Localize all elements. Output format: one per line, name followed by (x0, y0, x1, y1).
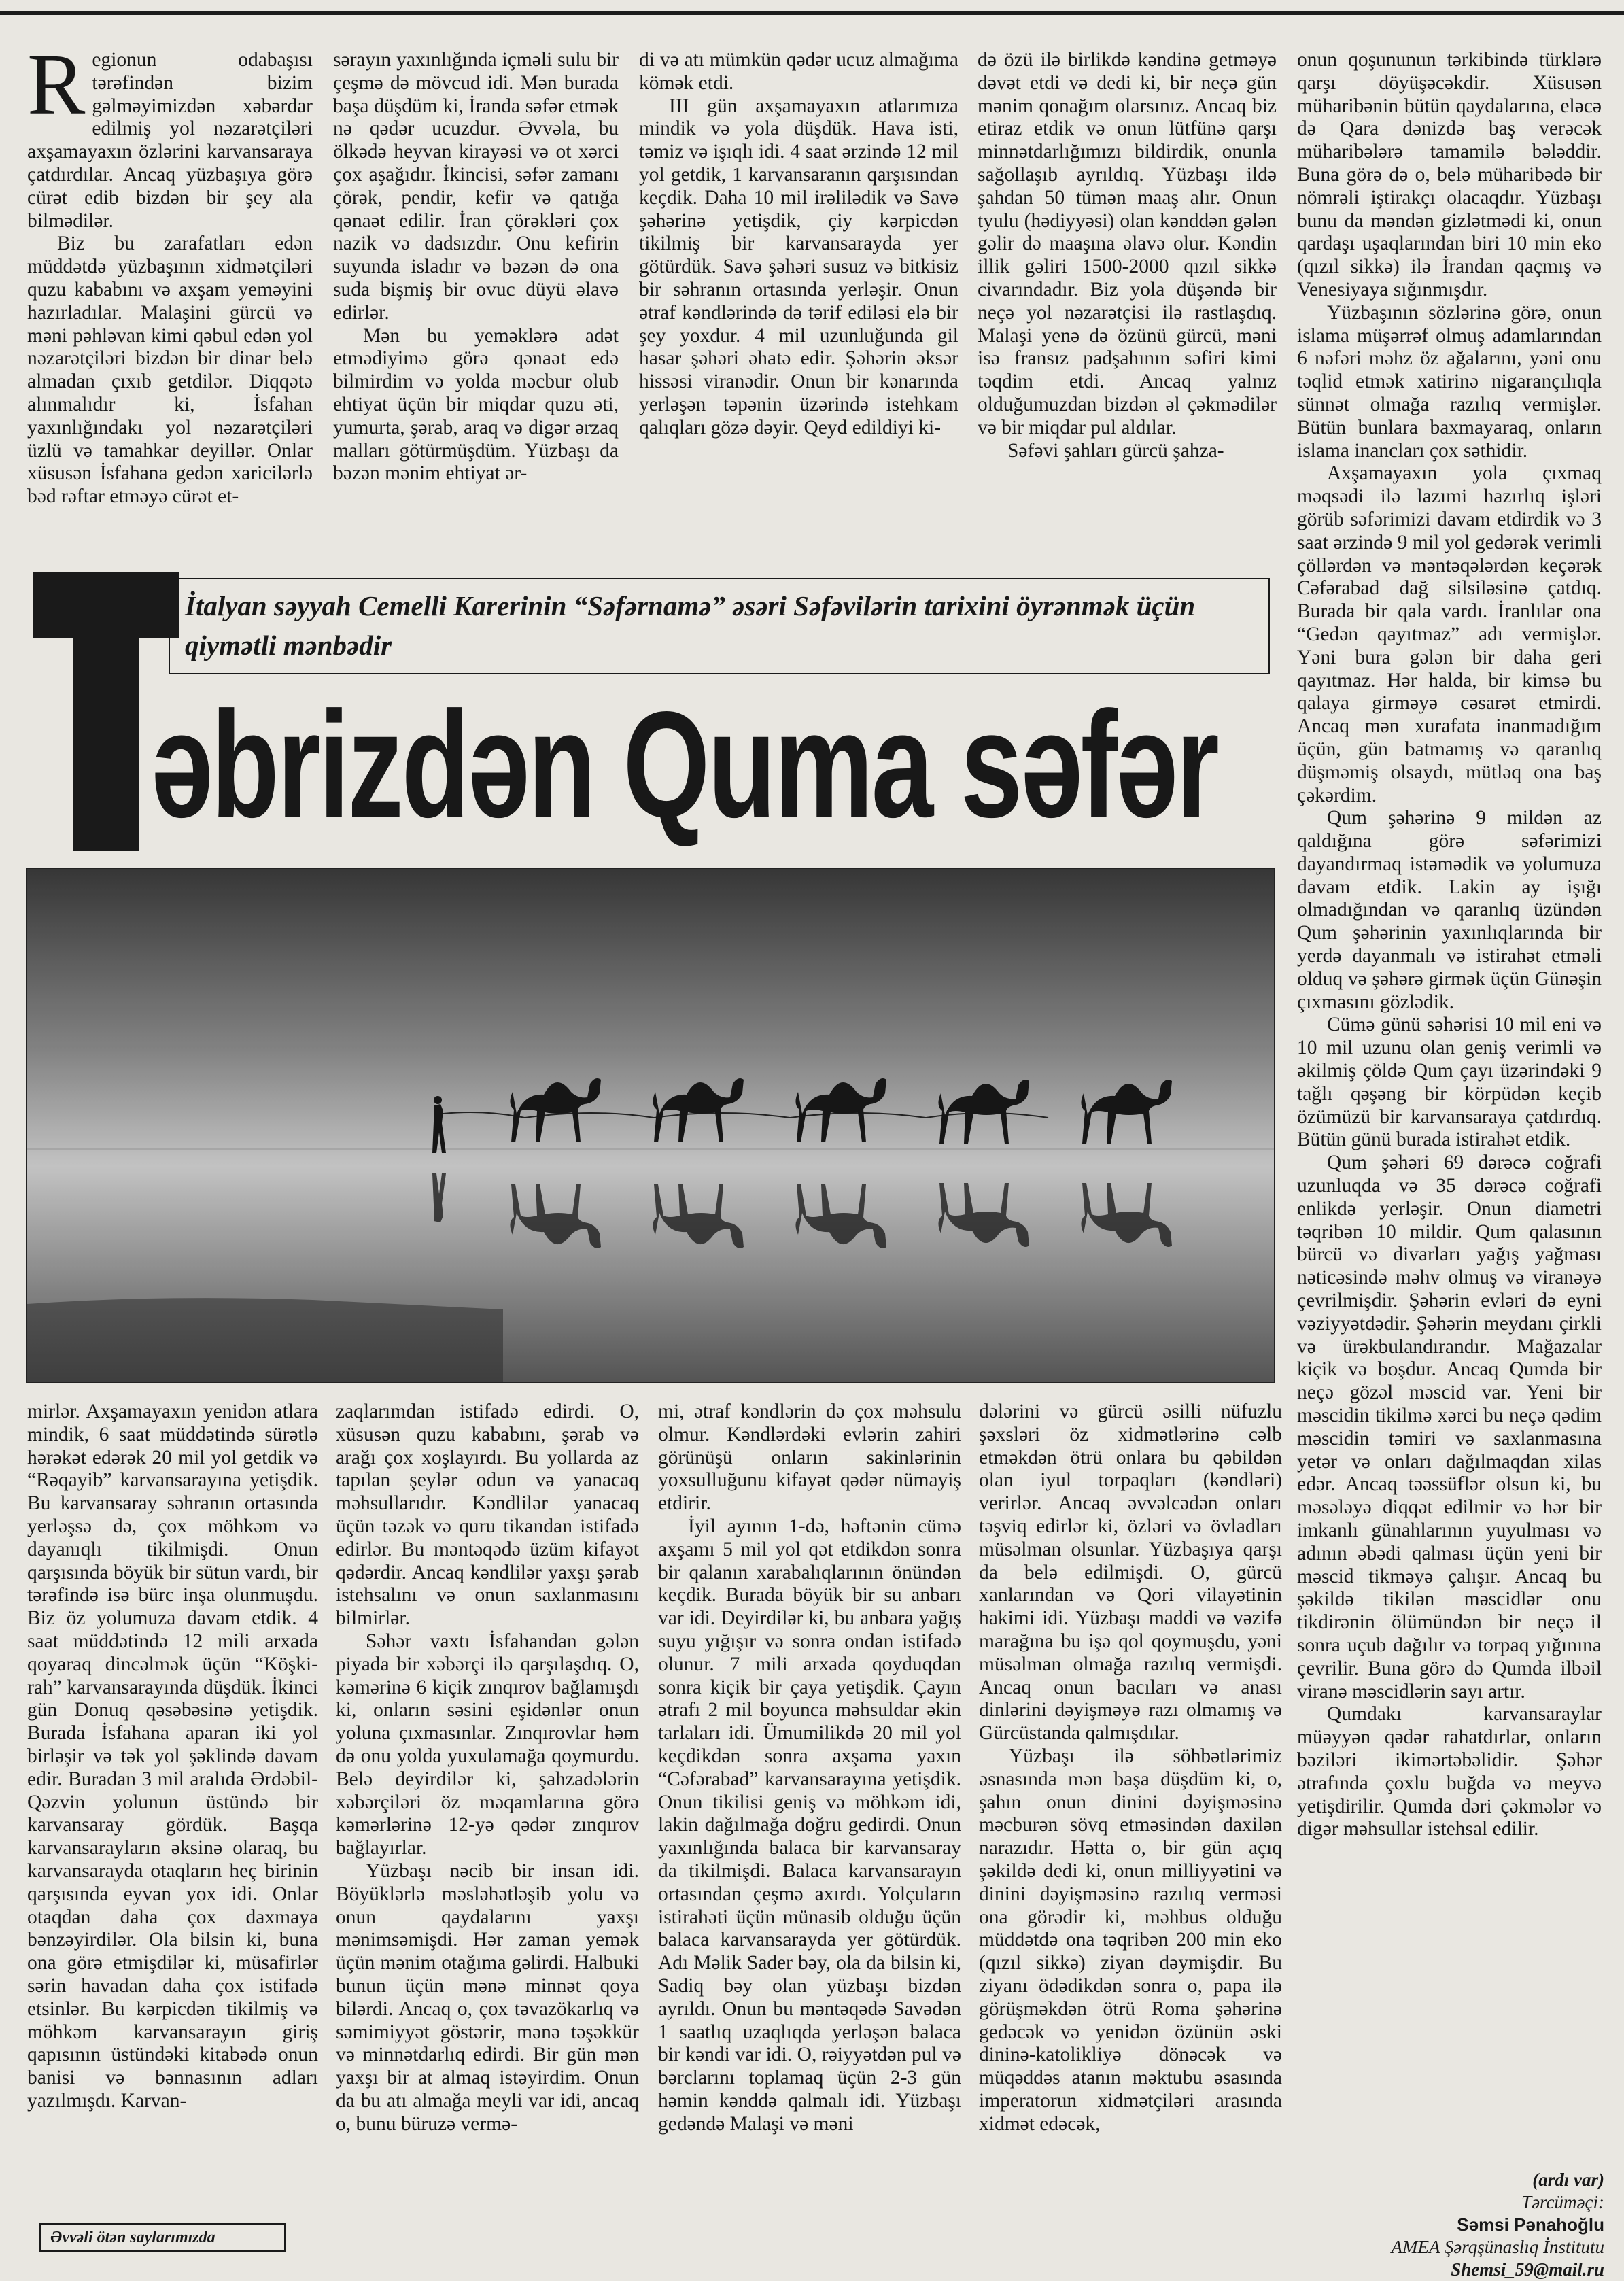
column-bottom-2-para-1: zaqlarımdan istifadə edirdi. O, xüsusən quzu kababını, şərab və arağı çox xoşlayırdı. Bu yollarda az tapılan şeylər odun və yanacaq məhsullarıdır. Kəndlilər yanacaq üçün təzək və quru tikandan istifadə edirlər. Bu məntəqədə üzüm kifayət qədərdir. Ancaq kəndlilər yaxşı şərab istehsalını və onun saxlanmasını bilmirlər. (336, 1401, 639, 1630)
column-right-para-1: onun qoşununun tərkibində türklərə qarşı döyüşəcəkdir. Xüsusən müharibənin bütün qaydalarına, eləcə də Qara dənizdə baş verəcək müharibələrə tamamilə bələddir. Buna görə də o, belə müharibədə bir nömrəli iştirakçı olacaqdır. Yüzbaşı bunu da məndən gizlətmədi ki, onun qardaşı uşaqlarından biri 10 min eko (qızıl sikkə) ilə İrandan qaçmış və Venesiyaya sığınmışdır. (1297, 49, 1602, 301)
column-bottom-3-para-1: mi, ətraf kəndlərin də çox məhsulu olmur. Kəndlərdəki evlərin zahiri görünüşü onların sakinlərinin yoxsulluğunu kifayət qədər nümayiş etdirir. (658, 1401, 961, 1515)
column-right-para-2: Yüzbaşının sözlərinə görə, onun islama müşərrəf olmuş adamlarından 6 nəfəri məhz öz ağalarını, yəni onu təqlid etmək xatirinə nigarançılıqla sünnət olmağa razılıq vermişlər. Bütün bunlara baxmayaraq, onların islama inancları çox səthidir. (1297, 301, 1602, 462)
column-top-4-para-2: Səfəvi şahları gürcü şahza- (1007, 439, 1224, 462)
camel-caravan-photo (26, 868, 1275, 1383)
translator-name: Səmsi Pənahoğlu (1457, 2214, 1604, 2235)
translator-institute: AMEA Şərqşünaslıq İnstitutu (1391, 2237, 1604, 2257)
column-top-3-para-2: III gün axşamayaxın atlarımıza mindik və yola düşdük. Hava isti, təmiz və işıqlı idi. 4 saat ərzində 12 mil yol getdik, 1 karvansaranın qarşısından keçdik. Daha 10 mil irəlilədik və Savə şəhərinə yetişdik, çiy kərpicdən tikilmiş bir karvansarayda yer götürdük. Savə şəhəri susuz və bitkisiz bir səhranın ortasında yerləşir. Onun ətraf kəndlərində də tərif ediləsi elə bir şey yoxdur. 4 mil uzunluğunda gil hasar şəhəri əhatə edir. Şəhərin əksər hissəsi viranədir. Onun bir kənarında yerləşən təpənin üzərində istehkam qalıqları gözə dəyir. Qeyd edildiyi ki- (639, 95, 958, 439)
top-rule (0, 11, 1624, 15)
column-bottom-4 (979, 1401, 1282, 2271)
column-top-1-para-1: Regionun odabaşısı tərəfindən bizim gəlməyimizdən xəbərdar edilmiş yol nəzarətçiləri axşamayaxın özlərini karvansaraya çatdırdılar. Ancaq yüzbaşıya görə cürət edib bizdən bir şey ala bilmədilər. (27, 49, 313, 232)
column-bottom-3-para-2: İyil ayının 1-də, həftənin cümə axşamı 5 mil yol qət etdikdən sonra bir qalanın xarabalıqlarının önündən keçdik. Burada böyük bir su anbarı var idi. Deyirdilər ki, bu anbara yağış suyu yığışır və sonra ondan istifadə olunur. 7 mili arxada qoyduqdan sonra kiçik bir çaya yetişdik. Çayın ətrafı 2 mil boyunca məhsuldar əkin tarlaları idi. Ümumilikdə 20 mil yol keçdikdən sonra axşama yaxın “Cəfərabad” karvansarayına yetişdik. Onun tikilisi geniş və möhkəm idi, lakin dağılmağa doğru gedirdi. Onun yaxınlığında balaca bir karvansaray da tikilmişdi. Balaca karvansarayın ortasından çeşmə axırdı. Yolçuların istirahəti üçün münasib olduğu üçün balaca karvansarayda yer götürdük. Adı Məlik Sader bəy, ola da bilsin ki, Sadiq bəy olan yüzbaşı bizdən ayrıldı. Onun bu məntəqədə Savədən 1 saatlıq uzaqlıqda yerləşən balaca bir kəndi var idi. O, rəiyyətdən pul və bərclarını toplamaq üçün 2-3 gün həmin kənddə qalmalı idi. Yüzbaşı gedəndə Malaşi və məni (658, 1515, 961, 2135)
translator-label: Tərcüməçi: (1521, 2192, 1604, 2212)
kicker-box: İtalyan səyyah Cemelli Karerinin “Səfərnamə” əsəri Səfəvilərin tarixini öyrənmək üçün qiymətli mənbədir (169, 578, 1270, 674)
column-bottom-2 (336, 1401, 639, 2271)
column-bottom-3 (658, 1401, 961, 2271)
drop-cap: R (27, 49, 86, 133)
column-top-2-para-1: sərayın yaxınlığında içməli sulu bir çeşmə də mövcud idi. Mən burada başa düşdüm ki, İranda səfər etmək nə qədər ucuzdur. Əvvəla, bu ölkədə heyvan kirayəsi və ot xərci çox aşağıdır. İkincisi, səfər zamanı çörək, pendir, kefir və qatığa qənaət edilir. İran çörəkləri çox nazik və dadsızdır. Onu kefirin suyunda isladır və bəzən də ona suda bişmiş bir ovuc düyü əlavə edirlər. (333, 49, 619, 324)
continued-note: (ardı var) (1532, 2169, 1604, 2190)
column-top-2 (333, 49, 619, 555)
column-top-3 (639, 49, 958, 555)
column-top-3-para-1: di və atı mümkün qədər ucuz almağıma kömək etdi. (639, 49, 958, 94)
column-top-4 (978, 49, 1277, 555)
previous-issues-box: Əvvəli ötən saylarımızda (39, 2223, 286, 2252)
column-bottom-2-para-3: Yüzbaşı nəcib bir insan idi. Böyüklərlə məsləhətləşib yolu və onun qaydalarını yaxşı mənimsəmişdi. Hər zaman yemək üçün mənim otağıma gəlirdi. Halbuki bunun üçün mənə minnət qoya bilərdi. Ancaq o, çox təvazökarlıq və səmimiyyət göstərir, mənə təşəkkür və minnətdarlıq edirdi. Bir gün mən yaxşı bir at almaq istəyirdim. Onun da bu atı almağa meyli var idi, ancaq o, bunu büruzə vermə- (336, 1859, 639, 2135)
headline-title: əbrizdən Quma səfər (151, 681, 1217, 849)
column-right-para-4: Qum şəhərinə 9 mildən az qaldığına görə səfərimizi dayandırmaq istəmədik və yolumuza davam etdik. Lakin ay işığı olmadığından və qaranlıq üzündən Qum şəhərinin yaxınlıqlarında bir yerdə dayanmalı və istirahət etməli olduq və şəhərə girmək üçün Günəşin çıxmasını gözlədik. (1297, 807, 1602, 1013)
column-bottom-4-para-2: Yüzbaşı ilə söhbətlərimiz əsnasında mən başa düşdüm ki, o, şahın onun dinini dəyişməsinə məcburən sövq etməsindən daxilən narazıdır. Hətta o, bir gün açıq şəkildə dedi ki, onun milliyyətini və dinini dəyişməsinə razılıq verməsi ona görədir ki, məhbus olduğu müddətdə ona təqribən 200 min eko (qızıl sikkə) ziyan dəymişdir. Bu ziyanı ödədikdən sonra o, papa ilə görüşməkdən ötrü Roma şəhərinə gedəcək və yenidən özünün əski dininə-katolikliyə dönəcək və müqəddəs atanın məktubu əsasında imperatorun xidmətçiləri arasında xidmət edəcək, (979, 1745, 1282, 2135)
column-right-para-6: Qum şəhəri 69 dərəcə coğrafi uzunluqda və 35 dərəcə coğrafi enlikdə yerləşir. Onun diametri təqribən 10 mildir. Qum qalasının bürcü və divarları yağış yağması nəticəsində məhv olmuş və viranəyə çevrilmişdir. Şəhərin evləri də eyni vəziyyətdədir. Şəhərin meydanı çirkli və ürəkbulandırandır. Mağazalar kiçik və boşdur. Ancaq Qumda bir neçə gözəl məscid var. Yeni bir məscidin tikilmə xərci bu neçə qədim məscidin təmiri və saxlanmasına yetər və onları dağılmaqdan xilas edər. Ancaq təəssüflər olsun ki, bu məsələyə diqqət edilmir və hər bir imkanlı günahlarının yuyulması və adının əbədi qalması üçün yeni bir məscid tikməyə çalışır. Ancaq bu şəkildə tikilən məscidlər onu tikdirənin ölümündən bir neçə il sonra uçub dağılır və torpaq yığınına çevrilir. Buna görə də Qumda ilbəil viranə məscidlərin sayı artır. (1297, 1152, 1602, 1702)
column-top-1 (27, 49, 313, 555)
column-bottom-1-para-1: mirlər. Axşamayaxın yenidən atlara mindik, 6 saat müddətində sürətlə hərəkət edərək 20 mil yol getdik və “Rəqayib” karvansarayına yetişdik. Bu karvansaray səhranın ortasında yerləşsə də, çox möhkəm və dayanıqlı tikilmişdi. Onun qarşısında böyük bir sütun vardı, bir tərəfində isə bürc inşa olunmuşdu. Biz öz yolumuza davam etdik. 4 saat müddətində 12 mili arxada qoyaraq dincəlmək üçün “Köşki-rah” karvansarayında düşdük. İkinci gün Donuq qəsəbəsinə yetişdik. Burada İsfahana aparan iki yol birləşir və tək yol şəklində davam edir. Buradan 3 mil aralıda Ərdəbil-Qəzvin yolunun üstündə bir karvansaray gördük. Başqa karvansarayların əksinə olaraq, bu karvansarayda otaqların heç birinin qarşısında eyvan yox idi. Onlar otaqdan daha çox daxmaya bənzəyirdilər. Ola bilsin ki, buna ona görə etmişdilər ki, müsafirlər sərin havadan daha çox istifadə etsinlər. Bu kərpicdən tikilmiş və möhkəm karvansarayın giriş qapısının üstündəki kitabədə onun banisi və bənnasının adları yazılmışdı. Karvan- (27, 1401, 318, 2112)
column-bottom-4-para-1: dələrini və gürcü əsilli nüfuzlu şəxsləri öz xidmətlərinə cəlb etməkdən ötrü onlara bu qəbildən olan iyul torpaqları (kəndləri) verirlər. Ancaq əvvəlcədən onları təşviq edirlər ki, özləri və övladları müsəlman olsunlar. Yüzbaşıya qarşı da belə edilmişdi. O, gürcü xanlarından və Qori vilayətinin hakimi idi. Yüzbaşı maddi və vəzifə marağına bu işə qol qoymuşdu, yəni müsəlman olmağa razılıq vermişdi. Ancaq onun bacıları və anası dinlərini dəyişməyə razı olmamış və Gürcüstanda qalmışdılar. (979, 1401, 1282, 1745)
column-top-4-para-1: də özü ilə birlikdə kəndinə getməyə dəvət etdi və dedi ki, bir neçə gün mənim qonağım olarsınız. Ancaq biz etiraz etdik və onun lütfünə qarşı minnətdarlığımızı bildirdik, onunla sağollaşıb ayrıldıq. Yüzbaşı ildə şahdan 50 tümən maaş alır. Onun tyulu (hədiyyəsi) olan kənddən gələn gəlir də maaşına əlavə olur. Kəndin illik gəliri 1500-2000 qızıl sikkə civarındadır. Biz yola düşəndə bir neçə yol nəzarətçisi ilə rastlaşdıq. Malaşi yenə də özünü gürcü, məni isə fransız padşahının səfiri kimi təqdim etdi. Ancaq yalnız olduğumuzdan bizdən əl çəkmədilər və bir miqdar pul aldılar. (978, 49, 1277, 439)
column-top-1-para-2: Biz bu zarafatları edən müddətdə yüzbaşının xidmətçiləri quzu kababını və axşam yeməyini hazırladılar. Malaşini gürcü və məni pəhləvan kimi qəbul edən yol nəzarətçiləri bizdən bir dinar belə almadan çıxıb getdilər. Diqqətə alınmalıdır ki, İsfahan yaxınlığındakı yol nəzarətçiləri üzlü və tamahkar deyillər. Onlar xüsusən İsfahana gedən xaricilərlə bəd rəftar etməyə cürət et- (27, 233, 313, 508)
column-bottom-1 (27, 1401, 318, 2213)
column-bottom-2-para-2: Səhər vaxtı İsfahandan gələn piyada bir xəbərçi ilə qarşılaşdıq. O, kəmərinə 6 kiçik zınqırov bağlamışdı ki, onların səsini eşidənlər onun yoluna çıxmasınlar. Zınqırovlar həm də onu yolda yuxulamağa qoymurdu. Belə deyirdilər ki, şahzadələrin xəbərçiləri öz məqamlarına görə kəmərlərinə 12-yə qədər zınqırov bağlayırlar. (336, 1630, 639, 1859)
column-right (1297, 49, 1602, 2163)
translator-email: Shemsi_59@mail.ru (1451, 2259, 1604, 2280)
article-credits (1292, 2169, 1604, 2280)
column-top-2-para-2: Mən bu yeməklərə adət etmədiyimə görə qənaət edə bilmirdim və yolda məcbur olub ehtiyat üçün bir miqdar quzu əti, yumurta, şərab, araq və digər ərzaq malları götürmüşdüm. Yüzbaşı da bəzən mənim ehtiyat ər- (333, 324, 619, 485)
column-right-para-7: Qumdakı karvansaraylar müəyyən qədər rahatdırlar, onların bəziləri ikimərtəbəlidir. Şəhər ətrafında çoxlu buğda və meyvə yetişdirilir. Qumda dəri çəkmələr və digər məhsullar istehsal edilir. (1297, 1703, 1602, 1840)
column-right-para-3: Axşamayaxın yola çıxmaq məqsədi ilə lazımi hazırlıq işləri görüb səfərimizi davam etdirdik və 3 saat ərzində 9 mil yol gedərək verimli çöllərdən və məntəqələrdən keçərək Cəfərabad dağ silsiləsinə çatdıq. Burada bir qala vardı. İranlılar ona “Gedən qayıtmaz” adı vermişlər. Yəni bura gələn bir daha geri qayıtmaz. Hər halda, bir kimsə bu qalaya girməyə cəsarət etmirdi. Ancaq mən xurafata inanmadığım üçün, gün batmamış və qaranlıq düşməmiş olsaydı, mütləq ona baş çəkərdim. (1297, 462, 1602, 806)
column-right-para-5: Cümə günü səhərisi 10 mil eni və 10 mil uzunu olan geniş verimli və əkilmiş çöldə Qum çayı üzərindəki 9 tağlı qəşəng bir körpüdən keçib özümüzü bir karvansaraya çatdırdıq. Bütün günü burada istirahət etdik. (1297, 1014, 1602, 1151)
